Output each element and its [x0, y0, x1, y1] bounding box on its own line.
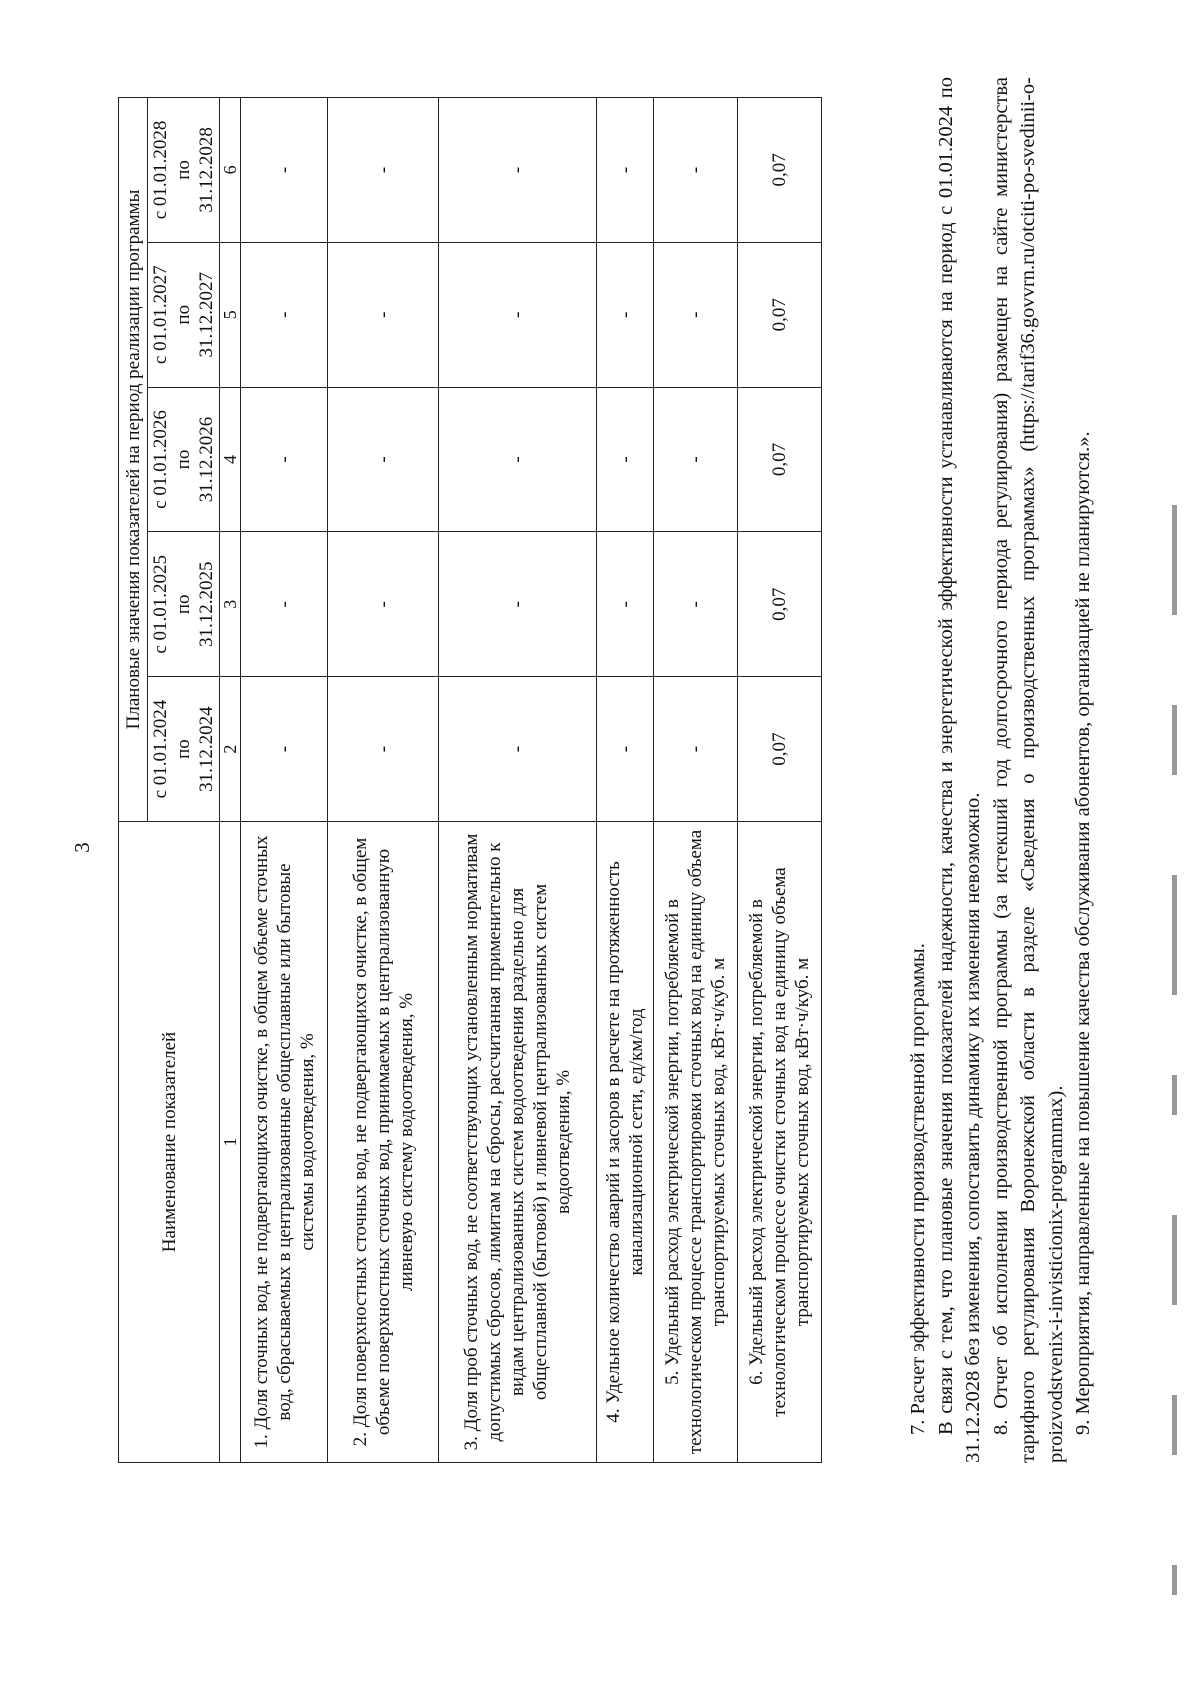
indicator-value: - — [241, 532, 328, 677]
header-period-2026 — [148, 387, 220, 532]
header-period-2028 — [148, 98, 220, 243]
period-to: 31.12.2028 — [196, 127, 217, 213]
indicator-value: - — [654, 387, 738, 532]
indicator-value: - — [439, 98, 597, 243]
page-number: 3 — [70, 842, 94, 853]
period-from: с 01.01.2025 — [150, 554, 171, 654]
column-number: 4 — [220, 387, 241, 532]
header-planned-values: Плановые значения показателей на период реализации программы — [119, 98, 148, 822]
indicator-value: - — [328, 677, 439, 822]
indicator-value: - — [241, 677, 328, 822]
period-to: 31.12.2026 — [196, 416, 217, 503]
period-to: 31.12.2024 — [196, 706, 217, 792]
indicator-value: - — [439, 532, 597, 677]
indicator-value: 0,07 — [738, 532, 822, 677]
header-period-2024 — [148, 677, 220, 822]
indicator-name: 5. Удельный расход электрической энергии, потребляемой в технологическом процессе транспортировки сточных вод на единицу объема транспортируемых сточных вод, кВт·ч/куб. м — [654, 821, 738, 1462]
indicator-value: - — [439, 242, 597, 387]
indicator-value: 0,07 — [738, 242, 822, 387]
indicator-value: - — [597, 532, 654, 677]
period-po: по — [173, 304, 194, 325]
section-8-text: 8. Отчет об исполнении производственной программы (за истекший год долгосрочного периода регулирования) размещен на сайте министерства тарифного регулирования Воронежской области в разделе «Сведения о производственных программах» (https://tarif36.govvrn.ru/otciti-po-svedinii-o-proizvodstvenix-i-invisticionix-programmax). — [989, 77, 1067, 1463]
document-body-text — [905, 77, 1098, 1463]
period-to: 31.12.2027 — [196, 271, 217, 358]
section-9-text: 9. Мероприятия, направленные на повышение качества обслуживания абонентов, организацией не планируются.». — [1072, 431, 1094, 1435]
column-number: 1 — [220, 821, 241, 1462]
indicator-value: - — [654, 677, 738, 822]
indicator-value: - — [241, 242, 328, 387]
table-row — [597, 98, 654, 1463]
indicator-value: - — [439, 387, 597, 532]
indicator-value: - — [328, 387, 439, 532]
period-po: по — [173, 594, 194, 615]
indicator-value: - — [328, 98, 439, 243]
column-numbers-row — [220, 98, 241, 1463]
header-period-2025 — [148, 532, 220, 677]
indicators-table — [118, 97, 822, 1463]
header-period-2027 — [148, 242, 220, 387]
period-from: с 01.01.2026 — [150, 410, 171, 509]
table-row — [654, 98, 738, 1463]
scan-edge-marks — [1168, 335, 1182, 1635]
indicator-name: 4. Удельное количество аварий и засоров в расчете на протяженность канализационной сети, ед/км/год — [597, 821, 654, 1462]
indicator-value: 0,07 — [738, 98, 822, 243]
indicator-value: - — [654, 98, 738, 243]
indicator-value: 0,07 — [738, 387, 822, 532]
indicators-table-container — [118, 97, 822, 1463]
period-from: с 01.01.2027 — [150, 265, 171, 365]
column-number: 2 — [220, 677, 241, 822]
indicator-value: - — [597, 242, 654, 387]
table-row — [738, 98, 822, 1463]
indicator-value: - — [597, 677, 654, 822]
table-row — [328, 98, 439, 1463]
period-to: 31.12.2025 — [196, 561, 217, 648]
indicator-value: 0,07 — [738, 677, 822, 822]
indicator-value: - — [654, 242, 738, 387]
period-po: по — [173, 160, 194, 180]
indicator-value: - — [597, 98, 654, 243]
table-row — [439, 98, 597, 1463]
period-po: по — [173, 449, 194, 470]
indicator-name: 6. Удельный расход электрической энергии, потребляемой в технологическом процессе очистки сточных вод на единицу объема транспортируемых сточных вод, кВт·ч/куб. м — [738, 821, 822, 1462]
period-po: по — [173, 739, 194, 759]
period-from: с 01.01.2024 — [150, 699, 171, 799]
section-7-text: В связи с тем, что плановые значения показателей надежности, качества и энергетической эффективности устанавливаются на период с 01.01.2024 по 31.12.2028 без изменения, сопоставить динамику их изменения невозможно. — [934, 77, 984, 1463]
indicator-value: - — [597, 387, 654, 532]
indicator-value: - — [328, 242, 439, 387]
column-number: 3 — [220, 532, 241, 677]
table-row — [241, 98, 328, 1463]
indicator-value: - — [439, 677, 597, 822]
indicator-value: - — [241, 98, 328, 243]
indicator-value: - — [328, 532, 439, 677]
indicator-value: - — [241, 387, 328, 532]
period-from: с 01.01.2028 — [150, 120, 171, 220]
indicator-name: 3. Доля проб сточных вод, не соответствующих установленным нормативам допустимых сбросов, лимитам на сбросы, рассчитанная применительно к видам централизованных систем водоотведения раздельно для общесплавной (бытовой) и ливневой централизованных систем водоотведения, % — [439, 821, 597, 1462]
indicator-value: - — [654, 532, 738, 677]
column-number: 5 — [220, 242, 241, 387]
header-indicator-name: Наименование показателей — [119, 821, 220, 1462]
column-number: 6 — [220, 98, 241, 243]
indicator-name: 1. Доля сточных вод, не подвергающихся очистке, в общем объеме сточных вод, сбрасываемых в централизованные общесплавные или бытовые системы водоотведения, % — [241, 821, 328, 1462]
indicator-name: 2. Доля поверхностных сточных вод, не подвергающихся очистке, в общем объеме поверхностных сточных вод, принимаемых в централизованную ливневую систему водоотведения, % — [328, 821, 439, 1462]
section-7-title: 7. Расчет эффективности производственной программы. — [907, 943, 929, 1435]
